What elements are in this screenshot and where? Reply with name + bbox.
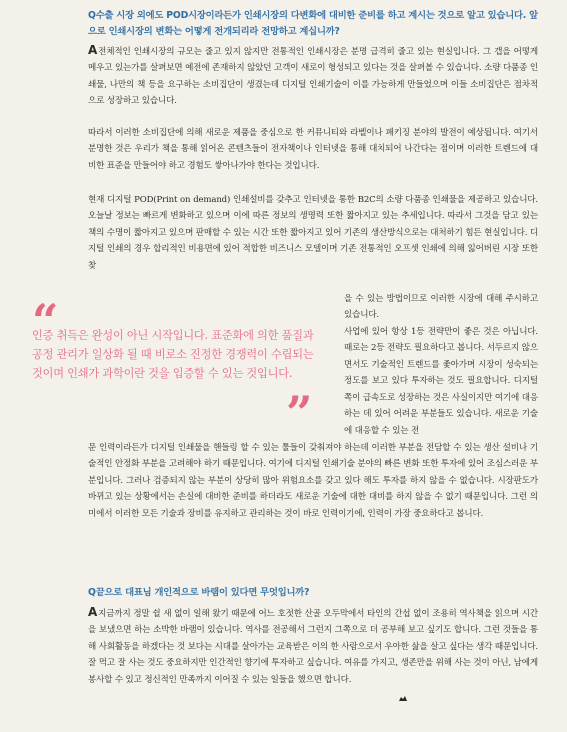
close-quote-mark: ” [286, 386, 313, 440]
answer-1-paragraph-3-narrow: 을 수 있는 방법이므로 이러한 시장에 대해 주시하고 있습니다. [344, 294, 538, 321]
answer-1-paragraph-4-narrow: 사업에 있어 항상 1등 전략만이 좋은 것은 아닙니다. 때로는 2등 전략도 필요하다고 봅니다. 서두르지 않으면서도 기술적인 트렌드를 좇아가며 시장이 성숙되는 정도를 보고 있다 투자하는 것도 필요합니다. 디지털쪽이 급속도로 성장하는 것은 사실이지만 여기에 대응하는 데 있어 어려운 부분들도 있습니다. 새로운 기술에 대응할 수 있는 전 [344, 327, 538, 436]
question-1: Q수출 시장 외에도 POD시장이라든가 인쇄시장의 다변화에 대비한 준비를 하고 계시는 것으로 알고 있습니다. 앞으로 인쇄시장의 변화는 어떻게 전개되리라 전망하고 계십니까? [88, 10, 538, 37]
answer-1-paragraph-4-wide: 문 인력이라든가 디지털 인쇄물을 핸들링 할 수 있는 툴들이 갖춰져야 하는데 이러한 부분을 전담할 수 있는 생산 설비나 기술적인 안정화 부분을 고려해야 하기 때문입니다. 여기에 디지털 인쇄기술 분야의 빠른 변화 또한 투자에 있어 조심스러운 부분입니다. 그러나 검증되지 않는 부분이 상당히 많아 위험요소를 갖고 있다 해도 투자를 하지 않을 수 없습니다. 시장판도가 바뀌고 있는 상황에서는 손실에 대비한 준비를 하더라도 새로운 기술에 대한 대비를 하지 않을 수 없기 때문입니다. 그런 의미에서 이러한 모든 기술과 장비를 유지하고 관리하는 것이 바로 인력이기에, 인력이 가장 중요하다고 봅니다. [88, 443, 538, 519]
answer-lead-a: A [88, 43, 98, 57]
pull-quote [32, 294, 322, 440]
answer-1-paragraph-2: 따라서 이러한 소비집단에 의해 새로운 제품을 중심으로 한 커뮤니티와 라벨이나 패키징 분야의 발전이 예상됩니다. 여기서 분명한 것은 우리가 책을 통해 읽어온 콘텐츠들이 전자책이나 인터넷을 통해 대치되어 나간다는 점이며 이러한 트렌드에 대비한 표준을 만들어야 하고 경험도 쌓아나가야 한다는 것입니다. [88, 128, 538, 171]
open-quote-mark: “ [32, 294, 59, 348]
end-mark-icon [398, 695, 408, 703]
answer-lead-a: A [88, 605, 98, 619]
answer-2-paragraph: A지금까지 정말 쉴 새 없이 일해 왔기 때문에 어느 호젓한 산골 오두막에서 타인의 간섭 없이 조용히 역사책을 읽으며 시간을 보냈으면 하는 소박한 바램이 있습니다. 역사를 전공해서 그런지 그쪽으로 더 공부해 보고 싶기도 합니다. 그런 것들을 통해 사회활동을 하겠다는 것 보다는 시대를 살아가는 교육받은 이의 한 사람으로서 우아한 삶을 살고 싶다는 생각 때문입니다. 잘 먹고 잘 사는 것도 중요하지만 인간적인 향기에 투자하고 싶습니다. 여유를 가지고, 생존만을 위해 사는 것이 아닌, 남에게 봉사할 수 있고 정신적인 만족까지 이어질 수 있는 일들을 했으면 합니다. [88, 605, 538, 685]
answer-1-paragraph-3-wide: 현재 디지털 POD(Print on demand) 인쇄설비를 갖추고 인터넷을 통한 B2C의 소량 다품종 인쇄물을 제공하고 있습니다. 오늘날 정보는 빠르게 변화하고 있으며 이에 따른 정보의 생명력 또한 짧아지고 있는 추세입니다. 따라서 그것을 담고 있는 책의 수명이 짧아지고 있으며 판매할 수 있는 시간 또한 짧아지고 있어 기존의 생산방식으로는 대처하기 힘든 현실입니다. 디지털 인쇄의 경우 합리적인 비용면에 있어 적합한 비즈니스 모델이며 기존 전통적인 오프셋 인쇄에 의해 잃어버린 시장 또한 찾 [88, 195, 538, 271]
answer-1-paragraph-1: A전체적인 인쇄시장의 규모는 줄고 있지 않지만 전통적인 인쇄시장은 분명 급격히 줄고 있는 현실입니다. 그 갭을 어떻게 메우고 있는가를 살펴보면 예전에 존재하지 않았던 고객이 새로이 형성되고 있다는 것을 살펴볼 수 있습니다. 소량 다품종 인쇄물, 나만의 책 등을 요구하는 소비집단이 생겼는데 디지털 인쇄기술이 이를 가능하게 만들었으며 이들 소비집단은 점차적으로 성장하고 있습니다. [88, 43, 538, 107]
question-2: Q끝으로 대표님 개인적으로 바램이 있다면 무엇입니까? [88, 587, 310, 598]
pull-quote-text: 인증 취득은 완성이 아닌 시작입니다. 표준화에 의한 품질과 공정 관리가 일상화 될 때 비로소 진정한 경쟁력이 수립되는 것이며 인쇄가 과학이란 것을 입증할 수 있는 것입니다. [32, 329, 314, 380]
